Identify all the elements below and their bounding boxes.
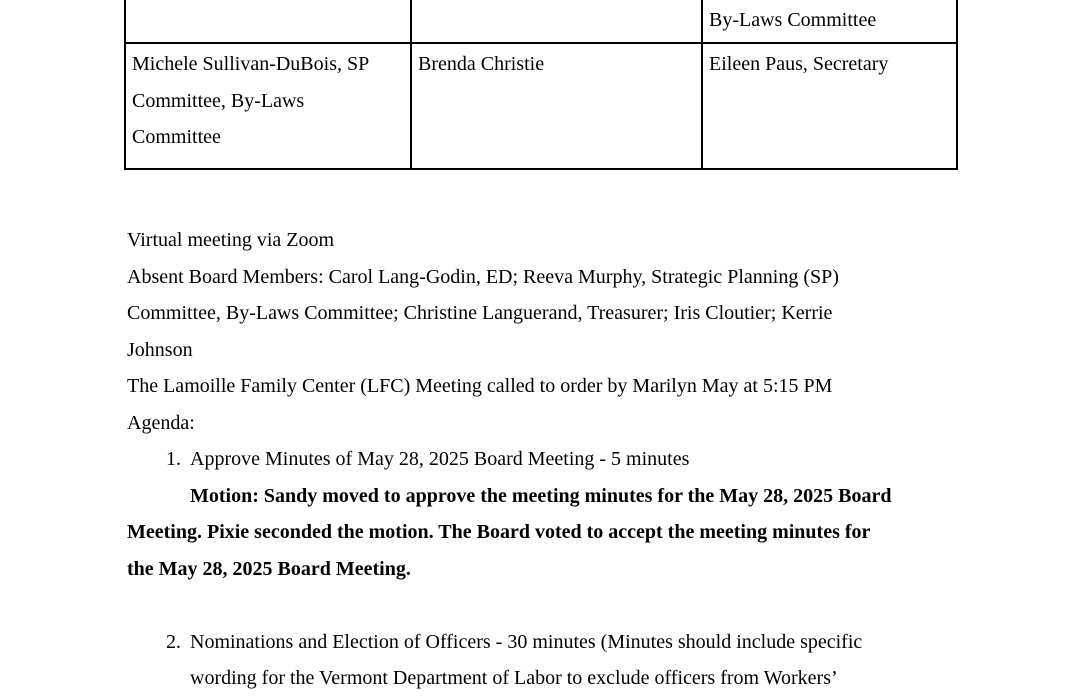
minutes-body xyxy=(127,222,957,697)
agenda-item xyxy=(127,441,957,478)
table-row xyxy=(125,43,957,169)
table-cell xyxy=(125,43,411,169)
agenda-heading: Agenda: xyxy=(127,411,195,434)
motion-line: Meeting. Pixie seconded the motion. The Board voted to accept the meeting minutes for xyxy=(127,521,871,543)
spacer xyxy=(127,587,957,624)
cell-line: Committee xyxy=(132,126,221,148)
cell-line: Michele Sullivan-DuBois, SP xyxy=(132,53,370,75)
agenda-item-text: Approve Minutes of May 28, 2025 Board Meeting - 5 minutes xyxy=(190,448,690,470)
cell-line: Committee, By-Laws xyxy=(132,89,305,112)
agenda-item xyxy=(127,624,957,661)
table-cell: Brenda Christie xyxy=(411,43,702,169)
agenda-item-continuation: wording for the Vermont Department of Labor to exclude officers from Workers’ xyxy=(190,667,838,689)
table-cell: Eileen Paus, Secretary xyxy=(702,43,957,169)
meeting-venue: Virtual meeting via Zoom xyxy=(127,229,335,251)
table-cell: By-Laws Committee xyxy=(702,0,957,43)
motion-line: the May 28, 2025 Board Meeting. xyxy=(127,557,411,580)
absent-members-line: Absent Board Members: Carol Lang-Godin, ED; Reeva Murphy, Strategic Planning (SP) xyxy=(127,265,839,288)
absent-members-line: Committee, By-Laws Committee; Christine Languerand, Treasurer; Iris Cloutier; Kerrie xyxy=(127,302,833,324)
agenda-item-text: Nominations and Election of Officers - 30 minutes (Minutes should include specific xyxy=(190,630,863,653)
table-cell xyxy=(411,0,702,43)
absent-members-line: Johnson xyxy=(127,338,193,361)
motion-line: Motion: Sandy moved to approve the meeting minutes for the May 28, 2025 Board xyxy=(190,484,892,507)
agenda-item-number: 2. xyxy=(166,630,181,653)
call-to-order: The Lamoille Family Center (LFC) Meeting called to order by Marilyn May at 5:15 PM xyxy=(127,375,833,397)
table-row xyxy=(125,0,957,43)
attendance-table xyxy=(124,0,958,170)
agenda-item-number: 1. xyxy=(166,448,181,470)
table-cell xyxy=(125,0,411,43)
